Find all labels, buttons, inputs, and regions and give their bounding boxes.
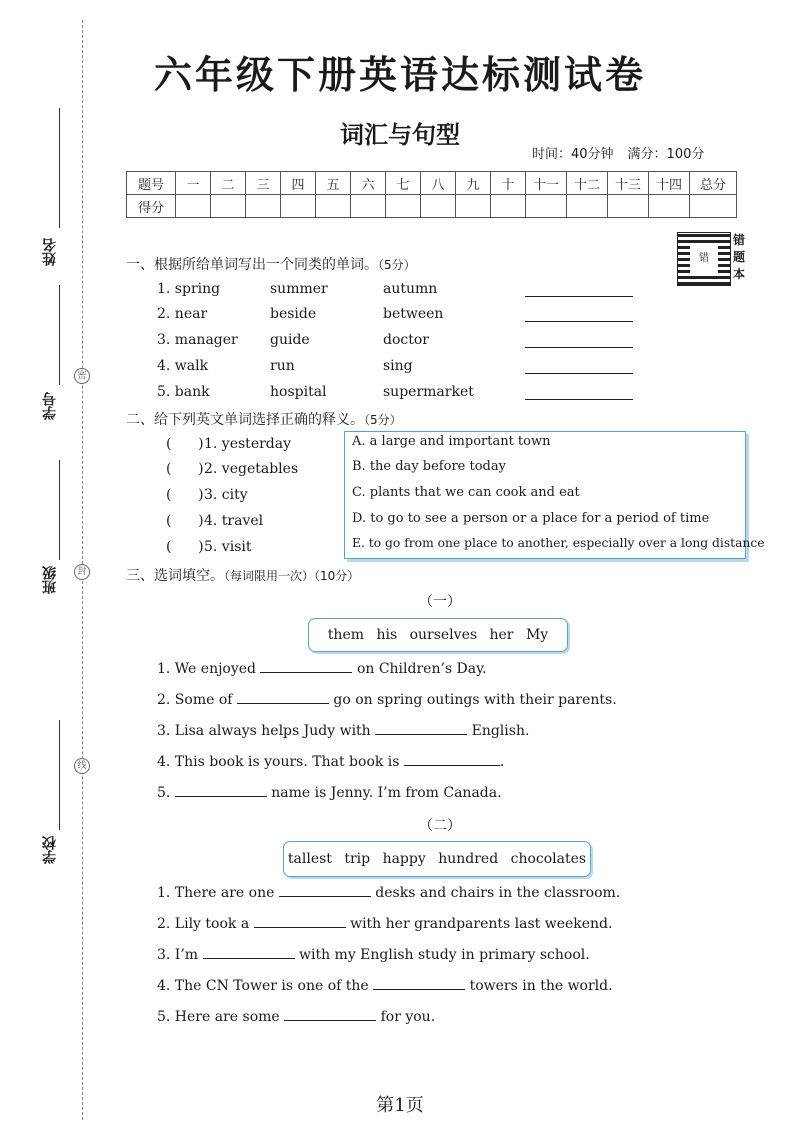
sentence-pre: 1. We enjoyed	[157, 661, 257, 677]
fill-blank[interactable]	[375, 722, 467, 735]
score-header-cell: 四	[281, 172, 316, 195]
fill-sentence	[157, 753, 504, 770]
fill-sentence	[157, 722, 529, 739]
score-cell[interactable]	[690, 195, 737, 218]
sentence-post: with my English study in primary school.	[298, 947, 590, 963]
section1-points: （5分）	[378, 258, 416, 272]
definition-option: A. a large and important town	[352, 434, 551, 449]
sentence-post: name is Jenny. I’m from Canada.	[271, 785, 502, 801]
section3-title: 三、选词填空。	[126, 568, 224, 584]
part1-label: （一）	[419, 594, 461, 610]
sentence-post: English.	[471, 723, 530, 739]
fill-sentence	[157, 1008, 435, 1025]
score-cell[interactable]	[608, 195, 649, 218]
fill-blank[interactable]	[373, 977, 465, 990]
definition-option: D. to go to see a person or a place for a period of time	[352, 511, 710, 526]
part1-word-bank: them his ourselves her My	[308, 618, 568, 652]
score-cell[interactable]	[386, 195, 421, 218]
score-header-cell: 七	[386, 172, 421, 195]
sentence-pre: 2. Lily took a	[157, 916, 250, 932]
sentence-pre: 2. Some of	[157, 692, 233, 708]
qr-center-label: 错	[690, 245, 718, 273]
fill-blank[interactable]	[404, 753, 500, 766]
binding-number-label: 学号	[42, 392, 58, 420]
answer-blank[interactable]	[525, 373, 633, 374]
sentence-post: towers in the world.	[469, 978, 613, 994]
word-a: 4. walk	[157, 358, 209, 374]
matching-item[interactable]: ( ) 2. vegetables	[166, 461, 299, 477]
score-table-score-row	[127, 195, 737, 218]
section1-title: 一、根据所给单词写出一个同类的单词。	[126, 257, 378, 273]
score-cell[interactable]	[351, 195, 386, 218]
score-cell[interactable]	[567, 195, 608, 218]
score-cell[interactable]	[526, 195, 567, 218]
matching-item[interactable]: ( ) 5. visit	[166, 539, 252, 555]
fill-blank[interactable]	[203, 946, 295, 959]
answer-blank[interactable]	[525, 296, 633, 297]
score-cell[interactable]	[176, 195, 211, 218]
sentence-pre: 3. I’m	[157, 947, 199, 963]
matching-word: 2. vegetables	[204, 461, 299, 477]
binding-name-label: 姓名	[42, 238, 58, 266]
matching-item[interactable]: ( ) 3. city	[166, 487, 248, 503]
page-title: 六年级下册英语达标测试卷	[153, 53, 646, 97]
fill-blank[interactable]	[175, 784, 267, 797]
definition-option: C. plants that we can cook and eat	[352, 485, 580, 500]
qr-caption	[733, 232, 747, 283]
section2-title: 二、给下列英文单词选择正确的释义。	[126, 412, 364, 428]
matching-item[interactable]: ( ) 4. travel	[166, 513, 264, 529]
qr-caption-char: 错	[733, 233, 746, 247]
score-cell[interactable]	[246, 195, 281, 218]
sentence-post: with her grandparents last weekend.	[350, 916, 613, 932]
definition-option: E. to go from one place to another, especially over a long distance	[352, 536, 765, 550]
fill-sentence	[157, 784, 502, 801]
score-cell[interactable]	[421, 195, 456, 218]
score-header-cell: 十四	[649, 172, 690, 195]
matching-word: 5. visit	[204, 539, 252, 555]
page-number: 第1页	[376, 1095, 424, 1116]
sentence-pre: 3. Lisa always helps Judy with	[157, 723, 371, 739]
score-header-cell: 六	[351, 172, 386, 195]
sentence-post: .	[499, 754, 505, 770]
word-b: run	[270, 358, 295, 374]
binding-circle-seal: 线	[74, 758, 90, 774]
score-header-cell: 十一	[526, 172, 567, 195]
section3-points: （10分）	[314, 569, 360, 583]
part2-word-bank: tallest trip happy hundred chocolates	[283, 841, 591, 877]
score-header-cell: 二	[211, 172, 246, 195]
word-b: hospital	[270, 384, 327, 400]
word-c: supermarket	[383, 384, 474, 400]
sentence-post: go on spring outings with their parents.	[333, 692, 617, 708]
word-c: doctor	[383, 332, 429, 348]
word-c: between	[383, 306, 444, 322]
fill-sentence	[157, 660, 487, 677]
score-cell[interactable]	[281, 195, 316, 218]
word-c: autumn	[383, 281, 438, 297]
exam-meta	[532, 143, 704, 162]
section3-heading	[126, 565, 359, 585]
qr-caption-char: 本	[733, 267, 746, 281]
sentence-pre: 4. This book is yours. That book is	[157, 754, 400, 770]
section3-note: （每词限用一次）	[224, 569, 315, 583]
fill-blank[interactable]	[284, 1008, 376, 1021]
sentence-post: desks and chairs in the classroom.	[375, 885, 621, 901]
score-header-cell: 十	[491, 172, 526, 195]
fill-blank[interactable]	[254, 915, 346, 928]
word-a: 3. manager	[157, 332, 238, 348]
score-header-cell: 一	[176, 172, 211, 195]
page-subtitle: 词汇与句型	[340, 121, 460, 149]
matching-item[interactable]: ( ) 1. yesterday	[166, 436, 292, 452]
sentence-pre: 4. The CN Tower is one of the	[157, 978, 369, 994]
fill-blank[interactable]	[237, 691, 329, 704]
word-a: 2. near	[157, 306, 208, 322]
word-a: 1. spring	[157, 281, 221, 297]
binding-class-label: 班级	[42, 566, 58, 594]
score-row-label: 得分	[127, 195, 176, 218]
qr-caption-char: 题	[733, 250, 746, 264]
score-cell[interactable]	[456, 195, 491, 218]
fill-blank[interactable]	[260, 660, 352, 673]
matching-word: 1. yesterday	[204, 436, 292, 452]
sentence-pre: 5. Here are some	[157, 1009, 280, 1025]
definitions-box	[344, 431, 765, 559]
word-c: sing	[383, 358, 413, 374]
word-b: guide	[270, 332, 310, 348]
word-b: summer	[270, 281, 328, 297]
score-cell[interactable]	[211, 195, 246, 218]
binding-school-label: 学校	[42, 836, 58, 864]
exam-full-score: 满分：100分	[627, 147, 705, 162]
matching-word: 4. travel	[204, 513, 264, 529]
section2-points: （5分）	[364, 413, 402, 427]
sentence-post: for you.	[380, 1009, 436, 1025]
score-cell[interactable]	[316, 195, 351, 218]
fill-blank[interactable]	[279, 884, 371, 897]
word-b: beside	[270, 306, 317, 322]
score-header-cell: 总分	[690, 172, 737, 195]
section2-heading	[126, 409, 402, 429]
part2-label: （二）	[419, 818, 461, 834]
score-table	[126, 171, 737, 218]
section1-heading	[126, 254, 416, 274]
score-cell[interactable]	[649, 195, 690, 218]
fill-sentence	[157, 946, 590, 963]
score-header-cell: 五	[316, 172, 351, 195]
fill-sentence	[157, 915, 612, 932]
fill-sentence	[157, 691, 617, 708]
binding-circle-seal: 密	[74, 368, 90, 384]
fill-sentence	[157, 884, 620, 901]
sentence-pre: 5.	[157, 785, 171, 801]
score-header-cell: 三	[246, 172, 281, 195]
answer-blank[interactable]	[525, 347, 633, 348]
score-table-header-row	[127, 172, 737, 195]
score-header-cell: 九	[456, 172, 491, 195]
definition-option: B. the day before today	[352, 459, 506, 474]
exam-time: 时间：40分钟	[532, 147, 614, 162]
binding-class-rule	[59, 460, 60, 560]
binding-circle-seal: 封	[74, 564, 90, 580]
score-header-cell: 十二	[567, 172, 608, 195]
matching-word: 3. city	[204, 487, 248, 503]
score-header-cell: 题号	[127, 172, 176, 195]
answer-blank[interactable]	[525, 321, 633, 322]
answer-blank[interactable]	[525, 399, 633, 400]
score-header-cell: 十三	[608, 172, 649, 195]
sentence-pre: 1. There are one	[157, 885, 275, 901]
word-a: 5. bank	[157, 384, 210, 400]
score-header-cell: 八	[421, 172, 456, 195]
qr-code-icon[interactable]	[677, 232, 731, 286]
fill-sentence	[157, 977, 613, 994]
score-cell[interactable]	[491, 195, 526, 218]
binding-school-rule	[59, 720, 60, 830]
binding-number-rule	[59, 285, 60, 385]
sentence-post: on Children’s Day.	[356, 661, 487, 677]
